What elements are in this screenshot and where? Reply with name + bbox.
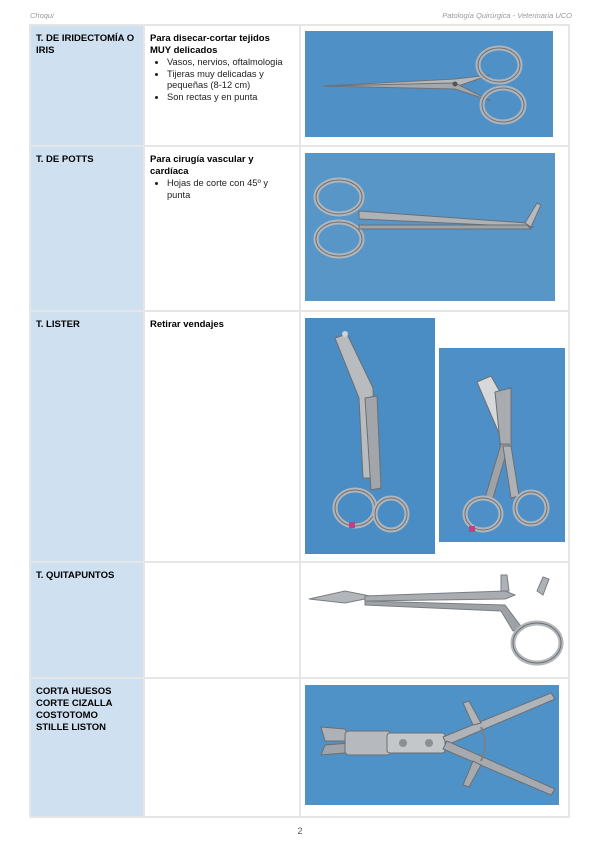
- instrument-table: [29, 24, 570, 818]
- instrument-name-cell: [30, 146, 144, 311]
- instrument-name: T. LISTER: [36, 319, 80, 330]
- instrument-name-cell: [30, 678, 144, 817]
- list-item: • Vasos, nervios, oftalmologia: [167, 57, 293, 69]
- image-cell: [300, 562, 569, 678]
- description-cell: [144, 25, 300, 146]
- table-row: [30, 311, 569, 562]
- bullet-list: [145, 178, 299, 201]
- image-cell: [300, 311, 569, 562]
- list-item: • Hojas de corte con 45º y punta: [167, 178, 293, 201]
- iris-scissors-photo: [305, 31, 553, 137]
- instrument-name-cell: [30, 311, 144, 562]
- header-right: Patología Quirúrgica - Veterinaria UCO: [442, 11, 572, 20]
- list-item: • Son rectas y en punta: [167, 92, 293, 104]
- header-left: Choqui: [30, 11, 54, 20]
- page-number: 2: [297, 826, 303, 836]
- description-cell: [144, 678, 300, 817]
- description-cell: [144, 146, 300, 311]
- image-cell: [300, 25, 569, 146]
- description-title: Para cirugía vascular y cardíaca: [150, 154, 254, 177]
- description-title: Retirar vendajes: [150, 319, 224, 330]
- instrument-name: CORTA HUESOS CORTE CIZALLA COSTOTOMO STILLE LISTON: [36, 686, 113, 733]
- instrument-name-cell: [30, 25, 144, 146]
- lister-scissors-photo-closed: [305, 318, 435, 554]
- instrument-name: T. DE POTTS: [36, 154, 94, 165]
- instrument-name: T. DE IRIDECTOMÍA O IRIS: [36, 33, 135, 56]
- bone-cutter-photo: [305, 685, 559, 805]
- description-cell: [144, 562, 300, 678]
- lister-scissors-photo-open: [439, 348, 565, 542]
- table-row: [30, 562, 569, 678]
- instrument-name: T. QUITAPUNTOS: [36, 570, 115, 581]
- table-row: [30, 678, 569, 817]
- table-row: [30, 146, 569, 311]
- image-cell: [300, 146, 569, 311]
- instrument-name-cell: [30, 562, 144, 678]
- image-cell: [300, 678, 569, 817]
- list-item: • Tijeras muy delicadas y pequeñas (8-12 cm): [167, 69, 293, 92]
- table-row: [30, 25, 569, 146]
- description-title: Para disecar-cortar tejidos MUY delicados: [150, 33, 270, 56]
- bullet-list: [145, 57, 299, 103]
- potts-scissors-photo: [305, 153, 555, 301]
- stitch-scissors-photo: [305, 569, 567, 673]
- description-cell: [144, 311, 300, 562]
